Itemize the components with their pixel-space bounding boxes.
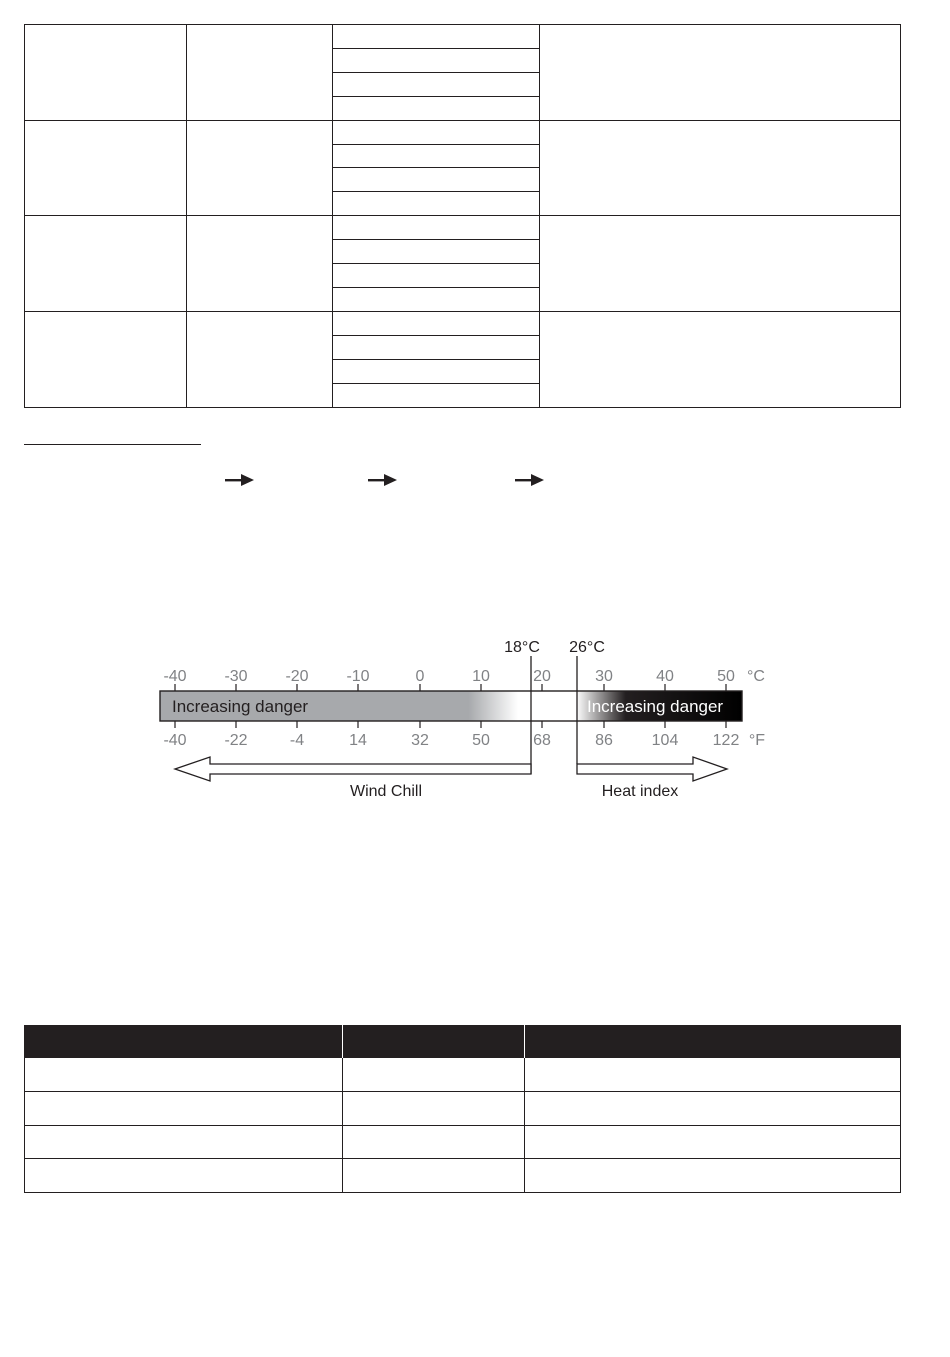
fahrenheit-tick-label: 14 [349, 732, 367, 749]
threshold-label-18c: 18°C [504, 639, 540, 656]
threshold-label-26c: 26°C [569, 639, 605, 656]
celsius-tick-label: 40 [656, 668, 674, 685]
celsius-ticks [163, 668, 735, 691]
arrow-right-icon [368, 474, 398, 486]
heading-underline [24, 444, 201, 445]
table-row [24, 1058, 901, 1091]
wind-chill-label: Wind Chill [349, 783, 423, 800]
celsius-tick-label: 30 [595, 668, 613, 685]
celsius-tick-label: -10 [346, 668, 370, 685]
fahrenheit-tick-label: 86 [595, 732, 613, 749]
fahrenheit-unit: °F [748, 732, 766, 749]
bottom-table-header [24, 1025, 901, 1058]
left-danger-label: Increasing danger [172, 697, 309, 716]
fahrenheit-tick-label: 50 [472, 732, 490, 749]
temperature-scale-diagram [0, 620, 950, 820]
celsius-tick-label: 50 [717, 668, 735, 685]
heat-index-arrow [577, 757, 727, 781]
heat-index-label: Heat index [601, 783, 679, 800]
celsius-tick-label: -20 [285, 668, 309, 685]
table-row [24, 1159, 901, 1192]
fahrenheit-ticks [163, 721, 739, 749]
table-row [24, 1092, 901, 1125]
fahrenheit-tick-label: 104 [651, 732, 679, 749]
right-danger-label: Increasing danger [587, 697, 724, 716]
celsius-tick-label: 10 [472, 668, 490, 685]
fahrenheit-tick-label: -40 [163, 732, 187, 749]
arrow-right-icon [515, 474, 545, 486]
fahrenheit-tick-label: -4 [289, 732, 305, 749]
fahrenheit-tick-label: 122 [712, 732, 740, 749]
top-table [0, 0, 950, 420]
celsius-unit: °C [747, 668, 765, 685]
celsius-tick-label: -30 [224, 668, 248, 685]
celsius-tick-label: 0 [415, 668, 425, 685]
celsius-tick-label: 20 [533, 668, 551, 685]
table-row [24, 1126, 901, 1158]
celsius-tick-label: -40 [163, 668, 187, 685]
arrow-right-icon [225, 474, 255, 486]
wind-chill-arrow [175, 757, 531, 781]
fahrenheit-tick-label: 32 [411, 732, 429, 749]
fahrenheit-tick-label: 68 [533, 732, 551, 749]
fahrenheit-tick-label: -22 [224, 732, 248, 749]
